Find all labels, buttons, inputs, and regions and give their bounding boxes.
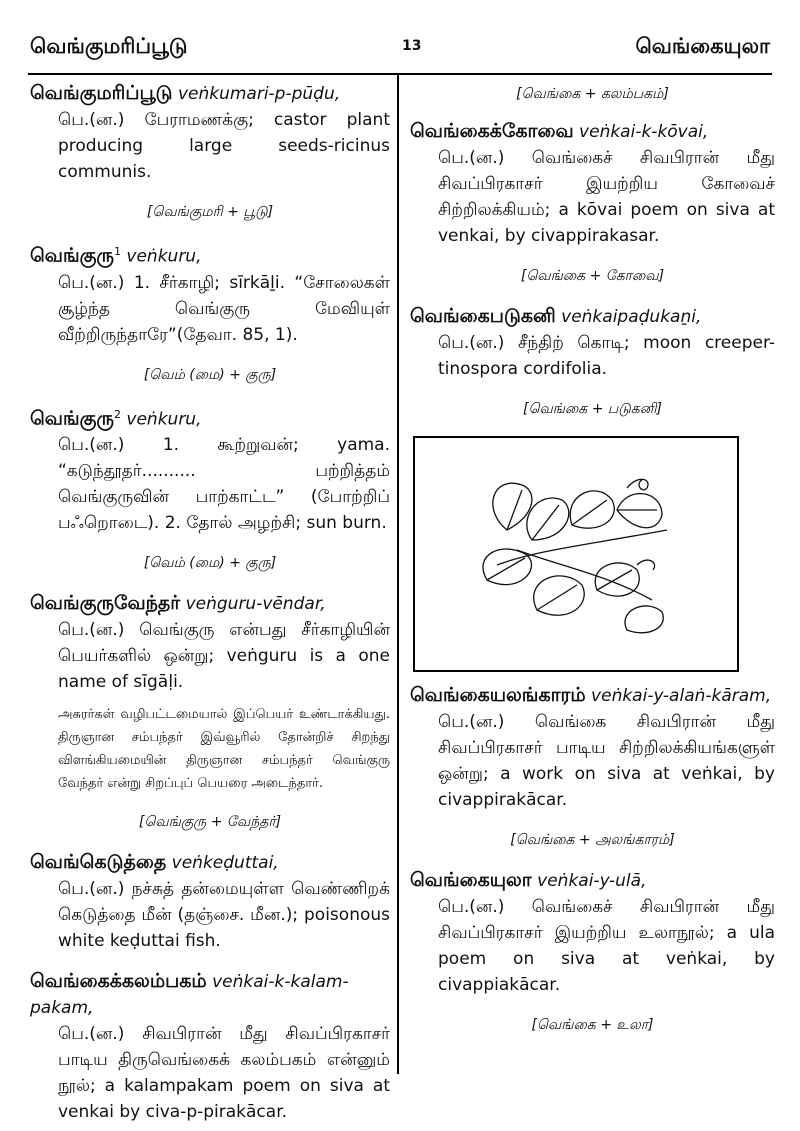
entry-definition: பெ.(ன.) சிவபிரான் மீது சிவப்பிரகாசர் பாடிய திருவெங்கைக் கலம்பகம் என்னும் நூல்; a kalampakam poem on siva at venkai by civa-p-pirakācar. bbox=[58, 1024, 390, 1123]
entry-etymology: [வெங்கை + கோவை] bbox=[520, 268, 665, 284]
dictionary-entry bbox=[30, 590, 390, 835]
entry-definition: பெ.(ன.) பேராமணக்கு; castor plant producing large seeds-ricinus communis. bbox=[58, 110, 390, 182]
header-right-word: வெங்கையுலா bbox=[635, 34, 770, 58]
homograph-number: 1 bbox=[114, 245, 121, 258]
left-column bbox=[30, 80, 390, 1131]
entry-transliteration: veṅkaipaḍukaṉi, bbox=[561, 307, 702, 327]
dictionary-entry bbox=[30, 402, 390, 577]
dictionary-entry bbox=[410, 682, 775, 853]
entry-note: அசுரர்கள் வழிபட்டமையால் இப்பெயர் உண்டாக்கியது. திருஞான சம்பந்தர் இவ்வூரில் தோன்றிச் சிறந்து விளங்கியமையின் திருஞான சம்பந்தர் வெங்குரு வேந்தர் என்று சிறப்புப் பெயரை அடைந்தார். bbox=[58, 707, 390, 792]
header-rule bbox=[28, 73, 772, 75]
entry-headword: வெங்குருவேந்தர் bbox=[30, 592, 181, 615]
dictionary-entry bbox=[30, 968, 390, 1125]
entry-transliteration: veṅkai-k-kōvai, bbox=[579, 122, 709, 142]
page-header bbox=[30, 34, 770, 68]
entry-transliteration: veṅkai-y-ulā, bbox=[537, 871, 647, 891]
entry-etymology: [வெம் (மை) + குரு] bbox=[143, 366, 277, 383]
column-divider bbox=[397, 74, 399, 1074]
plant-illustration bbox=[413, 436, 739, 672]
entry-headword: வெங்கைக்கலம்பகம் bbox=[30, 970, 207, 993]
dictionary-entry bbox=[30, 239, 390, 388]
dictionary-entry bbox=[410, 118, 775, 289]
entry-definition: பெ.(ன.) வெங்கை சிவபிரான் மீது சிவப்பிரகாசர் பாடிய சிற்றிலக்கியங்களுள் ஒன்று; a work on siva at veṅkai, by civappirakācar. bbox=[438, 712, 775, 810]
entry-headword: வெங்குமரிப்பூடு bbox=[30, 82, 173, 104]
entry-transliteration: veṅguru-vēndar, bbox=[185, 594, 326, 615]
entry-etymology: [வெங்கை + அலங்காரம்] bbox=[510, 832, 675, 848]
entry-headword: வெங்கைபடுகனி bbox=[410, 305, 556, 327]
header-left-word: வெங்குமரிப்பூடு bbox=[30, 34, 188, 58]
dictionary-entry bbox=[30, 80, 390, 225]
entry-definition: பெ.(ன.) சீந்திற் கொடி; moon creeper-tinospora cordifolia. bbox=[438, 333, 775, 379]
entry-definition: பெ.(ன.) 1. சீர்காழி; sīrkāḻi. “சோலைகள் சூழ்ந்த வெங்குரு மேவியுள் வீற்றிருந்தாரே”(தேவா. 85, 1). bbox=[58, 272, 390, 345]
homograph-number: 2 bbox=[114, 407, 121, 421]
entry-transliteration: veṅkuru, bbox=[126, 409, 202, 430]
entry-etymology: [வெங்கை + உலா] bbox=[531, 1017, 654, 1033]
entry-transliteration: veṅkuru, bbox=[126, 246, 202, 267]
entry-transliteration: veṅkumari-p-pūḍu, bbox=[177, 84, 341, 104]
entry-transliteration: veṅkeḍuttai, bbox=[171, 853, 279, 874]
entry-etymology: [வெங்குமரி + பூடு] bbox=[146, 204, 274, 220]
entry-etymology: [வெங்குரு + வேந்தர்] bbox=[138, 814, 282, 831]
entry-headword: வெங்கெடுத்தை bbox=[30, 851, 167, 874]
dictionary-entry bbox=[30, 849, 390, 954]
right-column bbox=[410, 80, 775, 1052]
dictionary-entry bbox=[410, 867, 775, 1038]
entry-definition: பெ.(ன.) 1. கூற்றுவன்; yama. “கடுந்தூதர்.......... பற்றித்தம் வெங்குருவின் பாற்காட்ட” (போற்றிப் பஃறொடை). 2. தோல் அழற்சி; sun burn. bbox=[58, 435, 390, 534]
page-number: 13 bbox=[402, 38, 422, 54]
entry-headword: வெங்கையுலா bbox=[410, 869, 532, 891]
entry-definition: பெ.(ன.) நச்சுத் தன்மையுள்ள வெண்ணிறக் கெடுத்தை மீன் (தஞ்சை. மீன.); poisonous white keḍuttai fish. bbox=[58, 879, 390, 952]
entry-headword: வெங்குரு bbox=[30, 244, 114, 267]
entry-headword: வெங்கைக்கோவை bbox=[410, 120, 574, 142]
entry-transliteration: veṅkai-y-alaṅ-kāram, bbox=[591, 686, 772, 706]
entry-headword: வெங்கையலங்காரம் bbox=[410, 684, 586, 706]
entry-definition: பெ.(ன.) வெங்குரு என்பது சீர்காழியின் பெயர்களில் ஒன்று; veṅguru is a one name of sīgāḷi. bbox=[58, 620, 390, 693]
entry-definition: பெ.(ன.) வெங்கைச் சிவபிரான் மீது சிவப்பிரகாசர் இயற்றிய உலாநூல்; a ula poem on siva at veṅkai, by civappiakācar. bbox=[438, 897, 775, 995]
dictionary-entry bbox=[410, 303, 775, 422]
leaf-drawing bbox=[477, 470, 677, 635]
entry-etymology: [வெம் (மை) + குரு] bbox=[143, 555, 277, 572]
entry-etymology: [வெங்கை + படுகனி] bbox=[523, 401, 662, 417]
entry-definition: பெ.(ன.) வெங்கைச் சிவபிரான் மீது சிவப்பிரகாசர் இயற்றிய கோவைச் சிற்றிலக்கியம்; a kōvai poem on siva at venkai, by civappirakasar. bbox=[438, 148, 775, 246]
entry-etymology: [வெங்கை + கலம்பகம்] bbox=[516, 86, 669, 102]
entry-transliteration: veṅkai-k-kalam-pakam, bbox=[30, 972, 349, 1019]
entry-headword: வெங்குரு bbox=[30, 407, 114, 430]
